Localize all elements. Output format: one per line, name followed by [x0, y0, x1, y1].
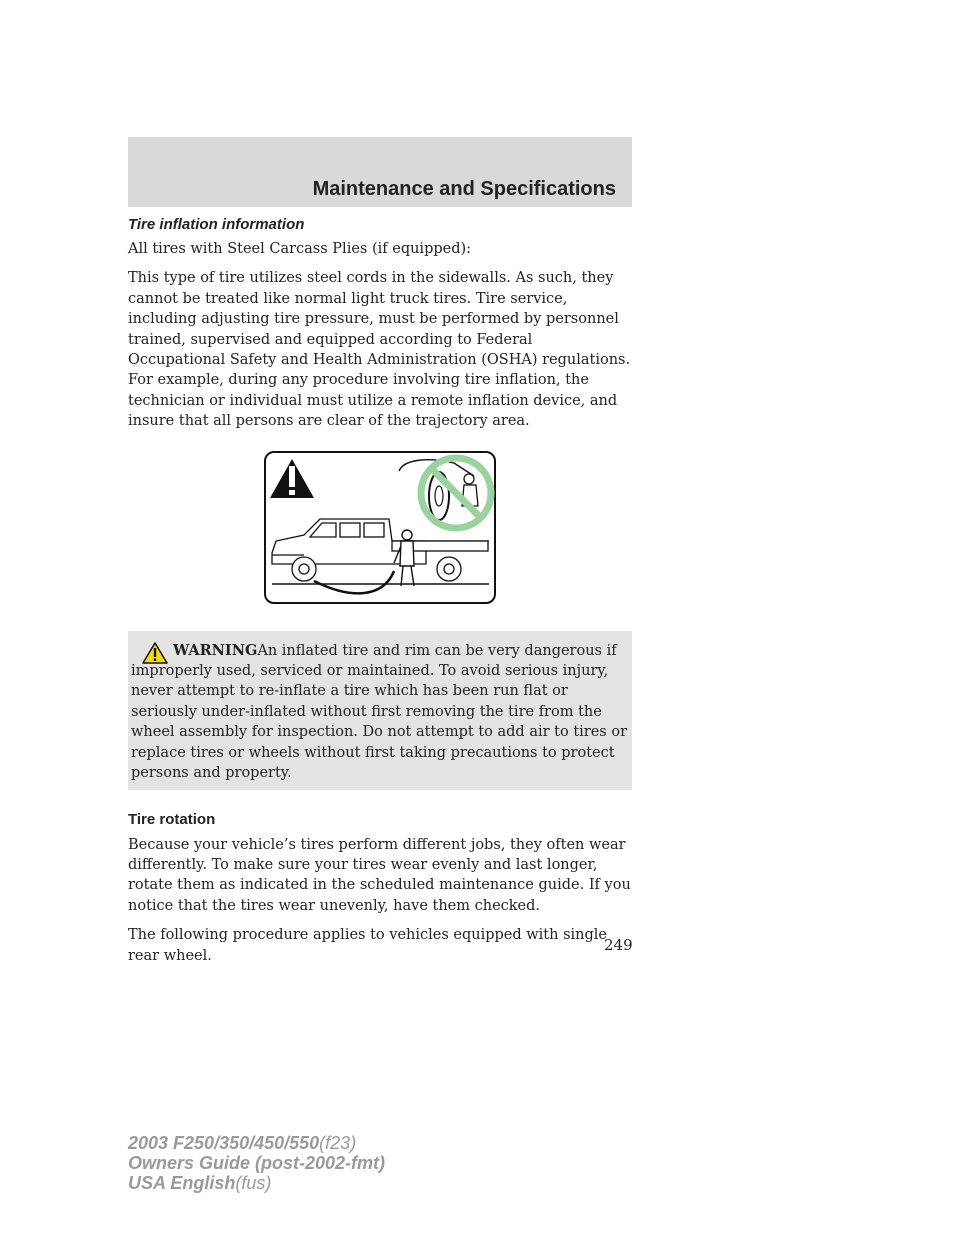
tire-rotation-heading: Tire rotation — [128, 810, 216, 828]
section-header-banner — [128, 137, 632, 207]
inflation-intro: All tires with Steel Carcass Plies (if equipped): — [128, 241, 472, 257]
warning-label: WARNING — [173, 641, 258, 659]
page-content — [128, 216, 632, 975]
footer-language-code: (fus) — [235, 1173, 272, 1193]
tire-inflation-illustration — [264, 451, 496, 604]
warning-triangle-icon — [142, 642, 168, 664]
rotation-paragraph-1: Because your vehicle’s tires perform different jobs, they often wear differently. To make sure your tires wear evenly and last longer, rotate them as indicated in the scheduled maintenance guide. If you notice that the tires wear unevenly, have them checked. — [128, 836, 631, 914]
inflation-body: This type of tire utilizes steel cords in the sidewalls. As such, they cannot be treated like normal light truck tires. Tire service, including adjusting tire pressure, must be performed by personnel trained, supervised and equipped according to Federal Occupational Safety and Health Administration (OSHA) regulations. For example, during any procedure involving tire inflation, the technician or individual must utilize a remote inflation device, and insure that all persons are clear of the trajectory area. — [128, 270, 631, 430]
footer-guide: Owners Guide (post-2002-fmt) — [128, 1153, 386, 1173]
footer-language: USA English — [128, 1173, 236, 1193]
tire-inflation-heading: Tire inflation information — [128, 216, 305, 233]
warning-text: An inflated tire and rim can be very dangerous if improperly used, serviced or maintained. To avoid serious injury, never attempt to re-inflate a tire which has been run flat or seriously under-inflated without first removing the tire from the wheel assembly for inspection. Do not attempt to add air to tires or replace tires or wheels without first taking precautions to protect persons and property. — [131, 642, 628, 782]
footer-model-code: (f23) — [319, 1133, 357, 1153]
document-footer — [128, 1133, 385, 1193]
footer-model: 2003 F250/350/450/550 — [128, 1133, 320, 1153]
section-title: Maintenance and Specifications — [312, 178, 616, 200]
page-number: 249 — [604, 936, 633, 954]
warning-box — [128, 631, 632, 790]
rotation-paragraph-2: The following procedure applies to vehicles equipped with single rear wheel. — [128, 927, 608, 964]
warning-paragraph — [131, 641, 629, 784]
